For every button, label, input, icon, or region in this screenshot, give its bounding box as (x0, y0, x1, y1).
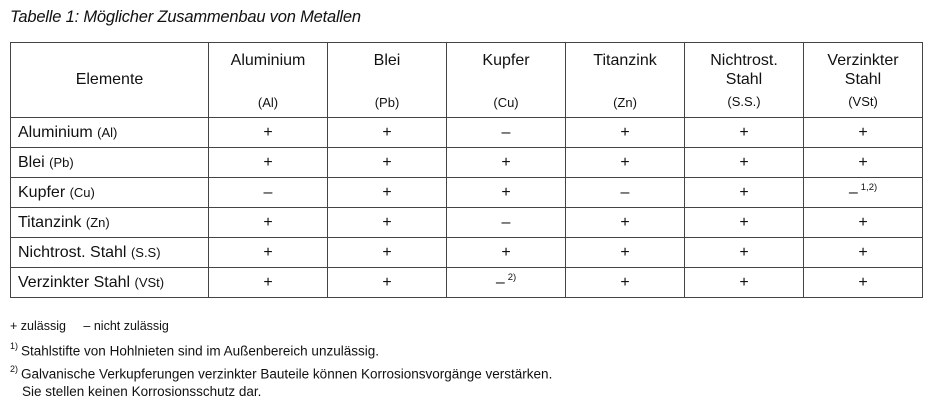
compat-cell (685, 148, 804, 178)
footnote-ref: 1,2) (860, 181, 878, 193)
compat-mark: – (501, 123, 511, 141)
col-symbol: (Al) (257, 95, 279, 110)
compat-mark: + (858, 153, 868, 171)
row-header (11, 268, 209, 298)
col-name: Verzinkter Stahl (827, 52, 899, 88)
compat-mark: + (263, 153, 273, 171)
compat-mark: + (620, 213, 630, 231)
compat-cell (685, 268, 804, 298)
compat-mark: + (620, 153, 630, 171)
row-name: Blei (18, 153, 45, 171)
header-row (11, 43, 923, 118)
compat-cell (566, 208, 685, 238)
table-title: Tabelle 1: Möglicher Zusammenbau von Metallen (10, 8, 361, 26)
compat-cell (209, 148, 328, 178)
compat-mark: + (739, 273, 749, 291)
compat-cell (566, 238, 685, 268)
compat-cell (447, 178, 566, 208)
compat-mark: – (263, 183, 273, 201)
compat-cell (209, 118, 328, 148)
compat-cell (447, 148, 566, 178)
compat-mark: + (858, 243, 868, 261)
compat-mark: + (620, 123, 630, 141)
compat-mark: + (263, 243, 273, 261)
col-symbol: (Pb) (374, 95, 400, 110)
col-header (566, 43, 685, 118)
compat-cell (804, 208, 923, 238)
footnote-1 (10, 339, 379, 360)
col-symbol: (Zn) (613, 95, 637, 110)
row-symbol: (S.S) (130, 244, 161, 260)
table-row (11, 118, 923, 148)
row-name: Titanzink (18, 213, 82, 231)
compat-mark: + (858, 273, 868, 291)
footnote-mark: 1) (10, 341, 19, 351)
col-name: Titanzink (593, 52, 657, 69)
compat-cell (804, 118, 923, 148)
row-header (11, 208, 209, 238)
compat-cell (566, 178, 685, 208)
col-header (685, 43, 804, 118)
row-symbol: (Cu) (69, 184, 95, 200)
compat-mark: – (620, 183, 630, 201)
row-header (11, 118, 209, 148)
compat-cell (328, 268, 447, 298)
compat-mark: + (263, 273, 273, 291)
compat-mark: + (739, 243, 749, 261)
footnote-mark: 2) (10, 364, 19, 374)
col-symbol: (S.S.) (727, 94, 761, 109)
compat-mark: + (382, 273, 392, 291)
compat-cell (447, 208, 566, 238)
legend-not-allowed: – nicht zulässig (83, 319, 169, 333)
row-name: Kupfer (18, 183, 66, 201)
col-header (447, 43, 566, 118)
compat-mark: + (263, 213, 273, 231)
col-name: Blei (373, 52, 401, 69)
compat-cell (209, 268, 328, 298)
compat-mark: + (382, 123, 392, 141)
compat-cell (566, 118, 685, 148)
compat-cell (447, 268, 566, 298)
compat-mark: + (620, 243, 630, 261)
compat-cell (804, 178, 923, 208)
row-header (11, 148, 209, 178)
col-header (328, 43, 447, 118)
compat-mark: + (382, 153, 392, 171)
footnote-ref: 2) (507, 271, 517, 283)
compat-cell (685, 118, 804, 148)
col-name: Aluminium (230, 52, 306, 69)
row-header (11, 238, 209, 268)
row-name: Nichtrost. Stahl (18, 243, 127, 261)
footnote-text-continued: Sie stellen keinen Korrosionsschutz dar. (22, 383, 262, 399)
compat-mark: – (495, 273, 505, 291)
compat-mark: + (620, 273, 630, 291)
compat-cell (804, 238, 923, 268)
compat-cell (685, 238, 804, 268)
compat-cell (566, 148, 685, 178)
legend-allowed: + zulässig (10, 319, 66, 333)
compat-cell (328, 118, 447, 148)
footnote-text: Galvanische Verkupferungen verzinkter Bauteile können Korrosionsvorgänge verstärken. (21, 366, 553, 382)
table-row (11, 208, 923, 238)
compat-mark: + (501, 243, 511, 261)
compat-cell (328, 178, 447, 208)
compat-cell (209, 208, 328, 238)
table-row (11, 148, 923, 178)
compat-cell (209, 238, 328, 268)
compat-mark: + (739, 123, 749, 141)
row-symbol: (VSt) (134, 274, 165, 290)
compat-cell (447, 238, 566, 268)
table-row (11, 268, 923, 298)
compat-mark: + (858, 213, 868, 231)
row-symbol: (Pb) (49, 154, 74, 170)
compat-mark: + (382, 183, 392, 201)
compat-cell (685, 178, 804, 208)
table-row (11, 238, 923, 268)
compatibility-table (10, 42, 923, 298)
compat-cell (328, 208, 447, 238)
compat-mark: – (848, 183, 858, 201)
compat-mark: + (501, 153, 511, 171)
compat-mark: + (858, 123, 868, 141)
compat-mark: + (739, 213, 749, 231)
compat-mark: + (739, 153, 749, 171)
footnote-2 (10, 362, 552, 400)
compat-mark: + (501, 183, 511, 201)
row-name: Verzinkter Stahl (18, 273, 131, 291)
col-header (209, 43, 328, 118)
compat-mark: + (382, 243, 392, 261)
footnote-text: Stahlstifte von Hohlnieten sind im Außenbereich unzulässig. (21, 343, 379, 359)
col-symbol: (Cu) (493, 95, 519, 110)
row-header (11, 178, 209, 208)
row-symbol: (Zn) (85, 214, 110, 230)
col-symbol: (VSt) (848, 94, 878, 109)
corner-header: Elemente (11, 43, 209, 118)
compat-mark: + (382, 213, 392, 231)
col-name: Nichtrost. Stahl (710, 52, 778, 88)
compat-mark: – (501, 213, 511, 231)
compat-cell (566, 268, 685, 298)
compat-cell (804, 268, 923, 298)
compat-cell (447, 118, 566, 148)
row-symbol: (Al) (97, 124, 118, 140)
compat-mark: + (739, 183, 749, 201)
compat-cell (328, 148, 447, 178)
legend (10, 319, 183, 333)
table-row (11, 178, 923, 208)
col-header (804, 43, 923, 118)
compat-cell (328, 238, 447, 268)
col-name: Kupfer (482, 52, 530, 69)
compat-mark: + (263, 123, 273, 141)
compat-cell (685, 208, 804, 238)
row-name: Aluminium (18, 123, 93, 141)
compat-cell (209, 178, 328, 208)
compat-cell (804, 148, 923, 178)
